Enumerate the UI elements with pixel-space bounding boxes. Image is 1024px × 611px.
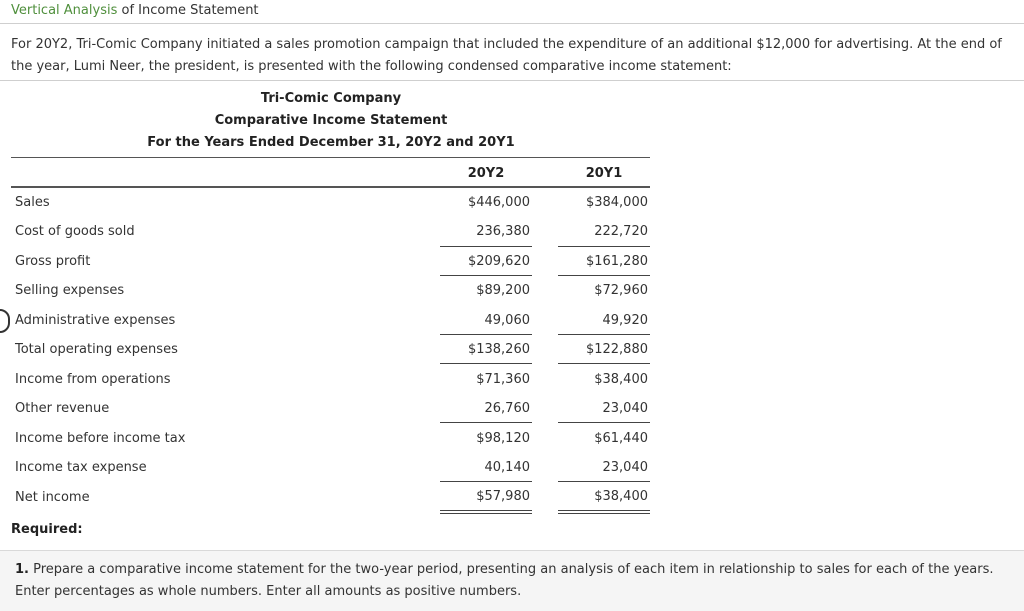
column-header-20y2: 20Y2 — [467, 166, 505, 181]
intro-divider — [0, 80, 1024, 81]
income-from-operations-20y2: $71,360 — [476, 372, 530, 387]
row-label-cogs: Cost of goods sold — [15, 224, 135, 239]
cogs-20y1: 222,720 — [594, 224, 648, 239]
gross-profit-underline-20y1 — [558, 275, 650, 276]
sales-20y1: $384,000 — [585, 195, 648, 210]
net-income-double-underline-20y2 — [440, 510, 532, 514]
income-from-operations-20y1: $38,400 — [594, 372, 648, 387]
required-label: Required: — [11, 522, 83, 537]
net-income-20y1: $38,400 — [594, 489, 648, 504]
cogs-20y2: 236,380 — [476, 224, 530, 239]
header-rest: of Income Statement — [117, 3, 259, 18]
table-top-rule — [11, 157, 650, 158]
column-header-20y1: 20Y1 — [585, 166, 623, 181]
other-revenue-20y2: 26,760 — [484, 401, 530, 416]
intro-paragraph: For 20Y2, Tri-Comic Company initiated a sales promotion campaign that included the expenditure of an additional $12,000 for advertising. At the end of the year, Lumi Neer, the president, is presented with the following condensed comparative income statement: — [11, 37, 1002, 74]
cogs-underline-20y1 — [558, 246, 650, 247]
other-revenue-20y1: 23,040 — [602, 401, 648, 416]
administrative-expenses-20y1: 49,920 — [602, 313, 648, 328]
total-operating-underline-20y1 — [558, 363, 650, 364]
sales-20y2: $446,000 — [467, 195, 530, 210]
row-label-administrative-expenses: Administrative expenses — [15, 313, 176, 328]
row-label-sales: Sales — [15, 195, 50, 210]
selling-expenses-20y1: $72,960 — [594, 283, 648, 298]
row-label-income-tax-expense: Income tax expense — [15, 460, 147, 475]
requirement-text: Prepare a comparative income statement for the two-year period, presenting an analysis of each item in relationship to sales for each of the years. Enter percentages as whole numbers. Enter all amounts as positive numbers. — [15, 562, 994, 599]
income-tax-underline-20y2 — [440, 481, 532, 482]
table-header-rule — [11, 186, 650, 188]
income-before-tax-20y2: $98,120 — [476, 431, 530, 446]
statement-period: For the Years Ended December 31, 20Y2 and 20Y1 — [147, 135, 515, 150]
row-label-income-before-tax: Income before income tax — [15, 431, 186, 446]
requirement-1 — [15, 559, 1015, 603]
header-divider — [0, 23, 1024, 24]
row-label-net-income: Net income — [15, 490, 90, 505]
net-income-20y2: $57,980 — [476, 489, 530, 504]
vertical-analysis-link[interactable]: Vertical Analysis — [11, 3, 118, 18]
income-tax-expense-20y1: 23,040 — [602, 460, 648, 475]
total-operating-expenses-20y1: $122,880 — [585, 342, 648, 357]
total-operating-underline-20y2 — [440, 363, 532, 364]
requirement-number: 1. — [15, 562, 29, 577]
page-header — [11, 3, 259, 18]
company-name: Tri-Comic Company — [260, 91, 402, 106]
cogs-underline-20y2 — [440, 246, 532, 247]
row-label-selling-expenses: Selling expenses — [15, 283, 125, 298]
statement-title: Comparative Income Statement — [214, 113, 448, 128]
administrative-underline-20y2 — [440, 334, 532, 335]
row-label-income-from-operations: Income from operations — [15, 372, 171, 387]
total-operating-expenses-20y2: $138,260 — [467, 342, 530, 357]
scroll-marker[interactable] — [0, 309, 10, 333]
gross-profit-underline-20y2 — [440, 275, 532, 276]
administrative-underline-20y1 — [558, 334, 650, 335]
gross-profit-20y2: $209,620 — [467, 254, 530, 269]
row-label-other-revenue: Other revenue — [15, 401, 110, 416]
administrative-expenses-20y2: 49,060 — [484, 313, 530, 328]
other-revenue-underline-20y2 — [440, 422, 532, 423]
income-before-tax-20y1: $61,440 — [594, 431, 648, 446]
gross-profit-20y1: $161,280 — [585, 254, 648, 269]
selling-expenses-20y2: $89,200 — [476, 283, 530, 298]
income-tax-underline-20y1 — [558, 481, 650, 482]
other-revenue-underline-20y1 — [558, 422, 650, 423]
row-label-gross-profit: Gross profit — [15, 254, 91, 269]
income-tax-expense-20y2: 40,140 — [484, 460, 530, 475]
row-label-total-operating-expenses: Total operating expenses — [15, 342, 178, 357]
net-income-double-underline-20y1 — [558, 510, 650, 514]
